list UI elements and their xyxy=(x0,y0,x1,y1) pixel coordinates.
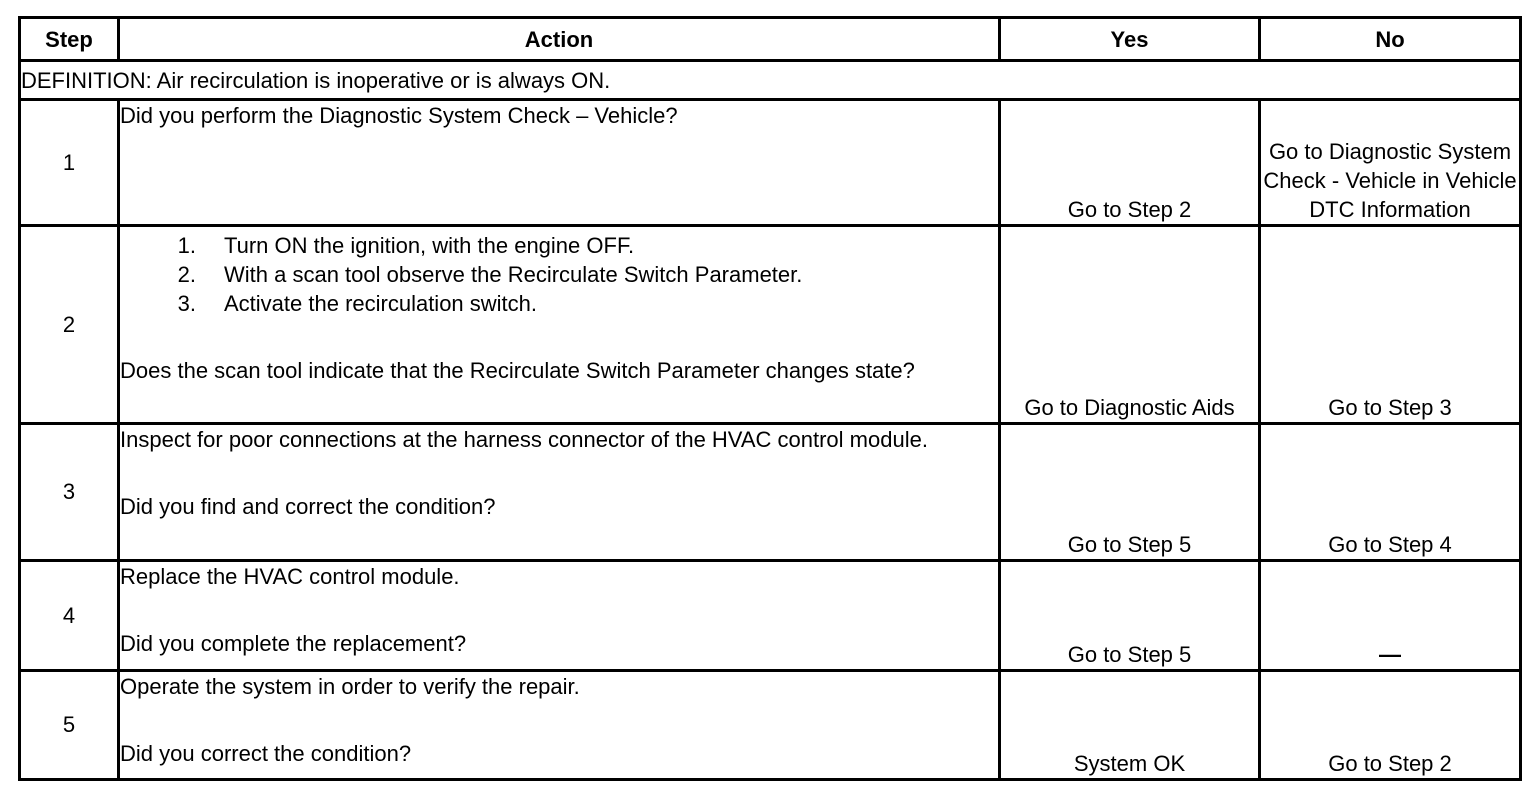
no-cell: Go to Step 2 xyxy=(1260,670,1521,780)
step-number: 5 xyxy=(20,670,119,780)
diagnostic-table xyxy=(18,16,1522,781)
step-number: 4 xyxy=(20,561,119,670)
header-row xyxy=(20,18,1521,61)
question-text: Did you correct the condition? xyxy=(120,740,412,766)
table-row xyxy=(20,670,1521,780)
no-cell: Go to Step 3 xyxy=(1260,225,1521,423)
step-number: 2 xyxy=(20,225,119,423)
yes-cell: Go to Step 2 xyxy=(1000,100,1260,225)
table-row xyxy=(20,423,1521,561)
substep-text: Turn ON the ignition, with the engine OFF. xyxy=(224,232,635,258)
table-row xyxy=(20,100,1521,225)
definition-row xyxy=(20,61,1521,100)
action-cell xyxy=(119,423,1000,561)
substep-number: 1. xyxy=(177,232,196,258)
substep-text: With a scan tool observe the Recirculate Switch Parameter. xyxy=(224,261,803,287)
yes-cell: System OK xyxy=(1000,670,1260,780)
substep-number: 3. xyxy=(177,290,196,316)
question-text: Did you find and correct the condition? xyxy=(120,493,496,519)
no-cell: — xyxy=(1260,561,1521,670)
substep-text: Activate the recirculation switch. xyxy=(224,290,538,316)
list-item xyxy=(120,260,998,289)
list-item xyxy=(120,289,998,318)
question-text: Does the scan tool indicate that the Recirculate Switch Parameter changes state? xyxy=(120,357,915,383)
list-item xyxy=(120,231,998,260)
header-action: Action xyxy=(119,18,1000,61)
header-no: No xyxy=(1260,18,1521,61)
yes-cell: Go to Step 5 xyxy=(1000,423,1260,561)
instruction-text: Operate the system in order to verify the repair. xyxy=(120,673,580,699)
no-cell: Go to Step 4 xyxy=(1260,423,1521,561)
step-number: 3 xyxy=(20,423,119,561)
action-cell xyxy=(119,225,1000,423)
no-cell: Go to Diagnostic System Check - Vehicle in Vehicle DTC Information xyxy=(1260,100,1521,225)
substep-number: 2. xyxy=(177,261,196,287)
action-cell xyxy=(119,561,1000,670)
question-text: Did you complete the replacement? xyxy=(120,631,467,657)
header-yes: Yes xyxy=(1000,18,1260,61)
question-text: Did you perform the Diagnostic System Check – Vehicle? xyxy=(120,103,678,129)
table-row xyxy=(20,225,1521,423)
instruction-text: Replace the HVAC control module. xyxy=(120,564,460,590)
yes-cell: Go to Diagnostic Aids xyxy=(1000,225,1260,423)
header-step: Step xyxy=(20,18,119,61)
substep-list xyxy=(120,231,998,318)
step-number: 1 xyxy=(20,100,119,225)
yes-cell: Go to Step 5 xyxy=(1000,561,1260,670)
action-cell xyxy=(119,670,1000,780)
table-row xyxy=(20,561,1521,670)
instruction-text: Inspect for poor connections at the harness connector of the HVAC control module. xyxy=(120,426,928,452)
definition-text: DEFINITION: Air recirculation is inoperative or is always ON. xyxy=(20,61,1521,100)
action-cell xyxy=(119,100,1000,225)
